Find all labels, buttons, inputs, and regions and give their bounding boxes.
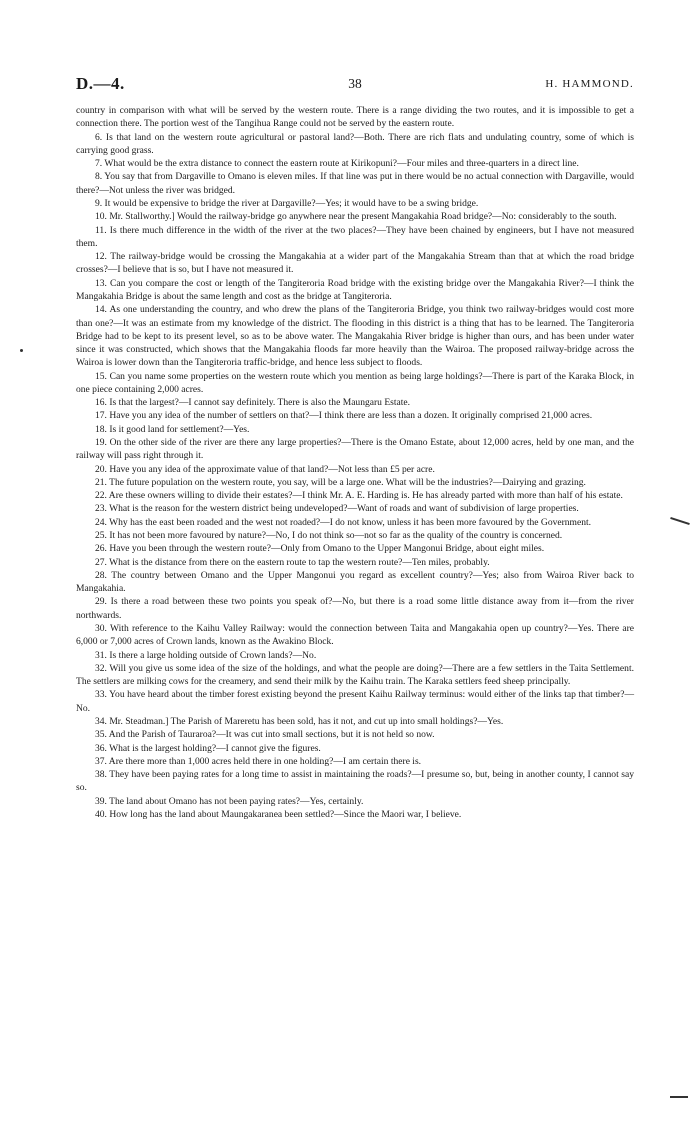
paragraph: 7. What would be the extra distance to connect the eastern route at Kirikopuni?—Four miles and three-quarters in a direct line. [95, 158, 579, 170]
margin-dot [20, 349, 23, 352]
paragraph: 16. Is that the largest?—I cannot say definitely. There is also the Maungaru Estate. [95, 397, 411, 409]
paragraph: 38. They have been paying rates for a long time to assist in maintaining the roads?—I presume so, but, being in another county, I cannot say so. [76, 769, 634, 794]
paragraph: 8. You say that from Dargaville to Omano is eleven miles. If that line was put in there would be no actual connection with Dargaville, would there?—Not unless the river was bridged. [76, 171, 634, 196]
document-page [76, 74, 634, 821]
page-number: 38 [348, 76, 362, 91]
paragraph: 34. Mr. Steadman.] The Parish of Mareretu has been sold, has it not, and cut up into small holdings?—Yes. [95, 715, 504, 727]
witness-name: H. HAMMOND. [545, 78, 634, 90]
paragraph: 32. Will you give us some idea of the size of the holdings, and what the people are doing?—There are a few settlers in the Taita Settlement. The settlers are milking cows for the creamery, and send their milk by the Kaihu train. The Karaka settlers feed sheep principally. [76, 662, 634, 688]
paragraph: 20. Have you any idea of the approximate value of that land?—Not less than £5 per acre. [95, 463, 435, 475]
paragraph: 40. How long has the land about Maungakaranea been settled?—Since the Maori war, I believe. [95, 808, 462, 820]
paragraph: 23. What is the reason for the western district being undeveloped?—Want of roads and want of subdivision of large properties. [95, 503, 579, 515]
paragraph: 15. Can you name some properties on the western route which you mention as being large holdings?—There is part of the Karaka Block, in one piece containing 2,000 acres. [76, 370, 634, 395]
page-header [76, 74, 634, 100]
paragraph: 11. Is there much difference in the width of the river at the two places?—They have been chained by engineers, but I have not measured them. [76, 224, 634, 249]
paragraph: 12. The railway-bridge would be crossing the Mangakahia at a wider part of the Mangakahia Stream than that at which the road bridge crosses?—I believe that is so, but I have not measured it. [76, 251, 634, 276]
paragraph: 21. The future population on the western route, you say, will be a large one. What will be the industries?—Dairying and grazing. [95, 476, 586, 488]
paragraph: 35. And the Parish of Tauraroa?—It was cut into small sections, but it is not held so now. [95, 729, 435, 741]
paragraph: 6. Is that land on the western route agricultural or pastoral land?—Both. There are rich flats and undulating country, some of which is carrying good grass. [76, 131, 634, 156]
paragraph: 19. On the other side of the river are there any large properties?—There is the Omano Estate, about 12,000 acres, held by one man, and the railway will pass right through it. [76, 437, 634, 462]
margin-dash-mark [670, 1096, 688, 1098]
paragraph: 14. As one understanding the country, and who drew the plans of the Tangiteroria Bridge, you think two railway-bridges would cost more than one?—It was an estimate from my knowledge of the district. The flooding in this district is a thing that has to be learned. The Tangiteroria Bridge had to be kept to its present level, so as to be above water. The Mangakahia River bridge is higher than ours, and has been under water since it was constructed, which shows that the Mangakahia floods far more heavily than the Wairoa. The proposed railway-bridge across the Wairoa is lower down than the Tangiteroria traffic-bridge, and hence less subject to floods. [76, 304, 634, 369]
paragraph: 25. It has not been more favoured by nature?—No, I do not think so—not so far as the quality of the country is concerned. [95, 530, 563, 541]
paragraph: 17. Have you any idea of the number of settlers on that?—I think there are less than a dozen. It originally comprised 21,000 acres. [95, 410, 593, 422]
document-body [76, 104, 634, 821]
paragraph: 29. Is there a road between these two points you speak of?—No, but there is a road some little distance away from it—from the river northwards. [76, 596, 634, 621]
paragraph: 37. Are there more than 1,000 acres held there in one holding?—I am certain there is. [95, 755, 422, 767]
paragraph: 39. The land about Omano has not been paying rates?—Yes, certainly. [95, 795, 364, 807]
margin-dash-mark [670, 517, 690, 525]
paragraph: 24. Why has the east been roaded and the west not roaded?—I do not know, unless it has been more favoured by the Government. [95, 516, 592, 528]
paragraph: 9. It would be expensive to bridge the river at Dargaville?—Yes; it would have to be a swing bridge. [95, 197, 479, 209]
paragraph: 28. The country between Omano and the Upper Mangonui you regard as excellent country?—Yes; also from Wairoa River back to Mangakahia. [76, 569, 634, 595]
paragraph: 31. Is there a large holding outside of Crown lands?—No. [95, 649, 317, 661]
paragraph: 27. What is the distance from there on the eastern route to tap the western route?—Ten miles, probably. [95, 556, 490, 568]
document-code: D.—4. [76, 74, 125, 93]
paragraph: 22. Are these owners willing to divide their estates?—I think Mr. A. E. Harding is. He has already parted with more than half of his estate. [95, 490, 623, 502]
paragraph: 30. With reference to the Kaihu Valley Railway: would the connection between Taita and Mangakahia open up country?—Yes. There are 6,000 or 7,000 acres of Crown lands, known as the Awakino Block. [76, 622, 634, 648]
paragraph: country in comparison with what will be served by the western route. There is a range dividing the two routes, and it is impossible to get a connection there. The portion west of the Tangihua Range could not be served by the eastern route. [76, 105, 634, 130]
paragraph: 26. Have you been through the western route?—Only from Omano to the Upper Mangonui Bridge, about eight miles. [95, 543, 545, 555]
paragraph: 33. You have heard about the timber forest existing beyond the present Kaihu Railway terminus: would either of the links tap that timber?—No. [76, 689, 634, 714]
paragraph: 10. Mr. Stallworthy.] Would the railway-bridge go anywhere near the present Mangakahia Road bridge?—No: considerably to the south. [95, 211, 617, 223]
paragraph: 13. Can you compare the cost or length of the Tangiteroria Road bridge with the existing bridge over the Mangakahia River?—I think the Mangakahia Bridge is about the same length and cost as the bridge at Tangiteroria. [76, 277, 634, 302]
paragraph: 18. Is it good land for settlement?—Yes. [95, 423, 250, 435]
paragraph: 36. What is the largest holding?—I cannot give the figures. [95, 742, 321, 754]
